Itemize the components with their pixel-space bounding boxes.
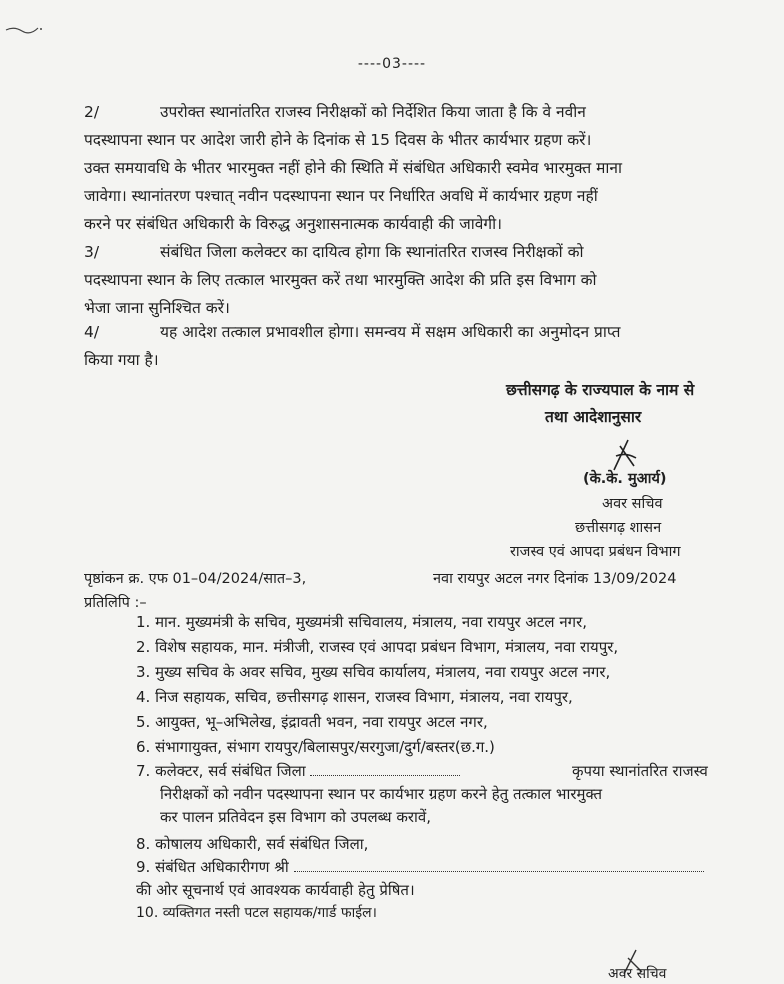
item-text: कर पालन प्रतिवेदन इस विभाग को उपलब्ध करावें, xyxy=(160,808,432,826)
endorsement-place-date: नवा रायपुर अटल नगर दिनांक 13/09/2024 xyxy=(433,571,677,587)
signatory-designation: अवर सचिव xyxy=(602,496,663,512)
signatory-department: राजस्व एवं आपदा प्रबंधन विभाग xyxy=(510,544,681,560)
list-item: 6. संभागायुक्त, संभाग रायपुर/बिलासपुर/सरगुजा/दुर्ग/बस्तर(छ.ग.) xyxy=(136,738,495,756)
list-item: 1. मान. मुख्यमंत्री के सचिव, मुख्यमंत्री सचिवालय, मंत्रालय, नवा रायपुर अटल नगर, xyxy=(136,613,588,631)
list-item-9 xyxy=(136,857,704,877)
item-number: 7. xyxy=(136,762,151,780)
item-text: 9. संबंधित अधिकारीगण श्री xyxy=(136,858,289,876)
paragraph-number: 4/ xyxy=(84,323,100,341)
paragraph-line: करने पर संबंधित अधिकारी के विरुद्ध अनुशासनात्मक कार्यवाही की जावेगी। xyxy=(84,215,502,233)
paragraph-line: पदस्थापना स्थान पर आदेश जारी होने के दिनांक से 15 दिवस के भीतर कार्यभार ग्रहण करें। xyxy=(84,131,592,149)
paragraph-3 xyxy=(84,238,770,322)
paragraph-2 xyxy=(84,98,770,238)
endorsement-ref: पृष्ठांकन क्र. एफ 01–04/2024/सात–3, xyxy=(84,571,307,587)
item-text: कृपया स्थानांतरित राजस्व xyxy=(572,762,708,780)
paragraph-line: यह आदेश तत्काल प्रभावशील होगा। समन्वय में सक्षम अधिकारी का अनुमोदन प्राप्त xyxy=(160,323,621,341)
fill-in-dots xyxy=(310,765,460,776)
paragraph-line: किया गया है। xyxy=(84,351,159,369)
paragraph-line: उपरोक्त स्थानांतरित राजस्व निरीक्षकों को निर्देशित किया जाता है कि वे नवीन xyxy=(160,103,586,121)
paragraph-line: पदस्थापना स्थान के लिए तत्काल भारमुक्त करें तथा भारमुक्ति आदेश की प्रति इस विभाग को xyxy=(84,271,597,289)
list-item-8: 8. कोषालय अधिकारी, सर्व संबंधित जिला, xyxy=(136,835,369,853)
copy-label: प्रतिलिपि :– xyxy=(84,595,147,611)
closing-line: की ओर सूचनार्थ एवं आवश्यक कार्यवाही हेतु प्रेषित। xyxy=(136,881,415,899)
paragraph-line: जावेगा। स्थानांतरण पश्चात् नवीन पदस्थापना स्थान पर निर्धारित अवधि में कार्यभार ग्रहण नहीं xyxy=(84,187,598,205)
footer-designation: अवर सचिव xyxy=(608,966,667,982)
authority-line-1: छत्तीसगढ़ के राज्यपाल के नाम से xyxy=(506,381,695,399)
page-number: ----03---- xyxy=(357,56,427,72)
paragraph-line: संबंधित जिला कलेक्टर का दायित्व होगा कि स्थानांतरित राजस्व निरीक्षकों को xyxy=(160,243,584,261)
paragraph-line: भेजा जाना सुनिश्चित करें। xyxy=(84,299,230,317)
paragraph-line: उक्त समयावधि के भीतर भारमुक्त नहीं होने की स्थिति में संबंधित अधिकारी स्वमेव भारमुक्त माना xyxy=(84,159,623,177)
item-text: निरीक्षकों को नवीन पदस्थापना स्थान पर कार्यभार ग्रहण करने हेतु तत्काल भारमुक्त xyxy=(160,785,603,803)
paragraph-4 xyxy=(84,318,770,374)
list-item: 2. विशेष सहायक, मान. मंत्रीजी, राजस्व एवं आपदा प्रबंधन विभाग, मंत्रालय, नवा रायपुर, xyxy=(136,638,619,656)
list-item: 5. आयुक्त, भू–अभिलेख, इंद्रावती भवन, नवा रायपुर अटल नगर, xyxy=(136,713,488,731)
list-item: 3. मुख्य सचिव के अवर सचिव, मुख्य सचिव कार्यालय, मंत्रालय, नवा रायपुर अटल नगर, xyxy=(136,663,611,681)
paragraph-number: 3/ xyxy=(84,243,100,261)
pen-mark-icon xyxy=(4,22,44,36)
signatory-government: छत्तीसगढ़ शासन xyxy=(575,520,662,536)
list-item-7 xyxy=(136,761,460,781)
signatory-name: (के.के. मुआर्य) xyxy=(583,471,667,487)
list-item-10: 10. व्यक्तिगत नस्ती पटल सहायक/गार्ड फाईल। xyxy=(136,905,377,921)
list-item: 4. निज सहायक, सचिव, छत्तीसगढ़ शासन, राजस्व विभाग, मंत्रालय, नवा रायपुर, xyxy=(136,688,573,706)
fill-in-dots xyxy=(294,861,704,872)
item-text: कलेक्टर, सर्व संबंधित जिला xyxy=(155,762,306,780)
authority-line-2: तथा आदेशानुसार xyxy=(545,408,642,426)
paragraph-number: 2/ xyxy=(84,103,100,121)
